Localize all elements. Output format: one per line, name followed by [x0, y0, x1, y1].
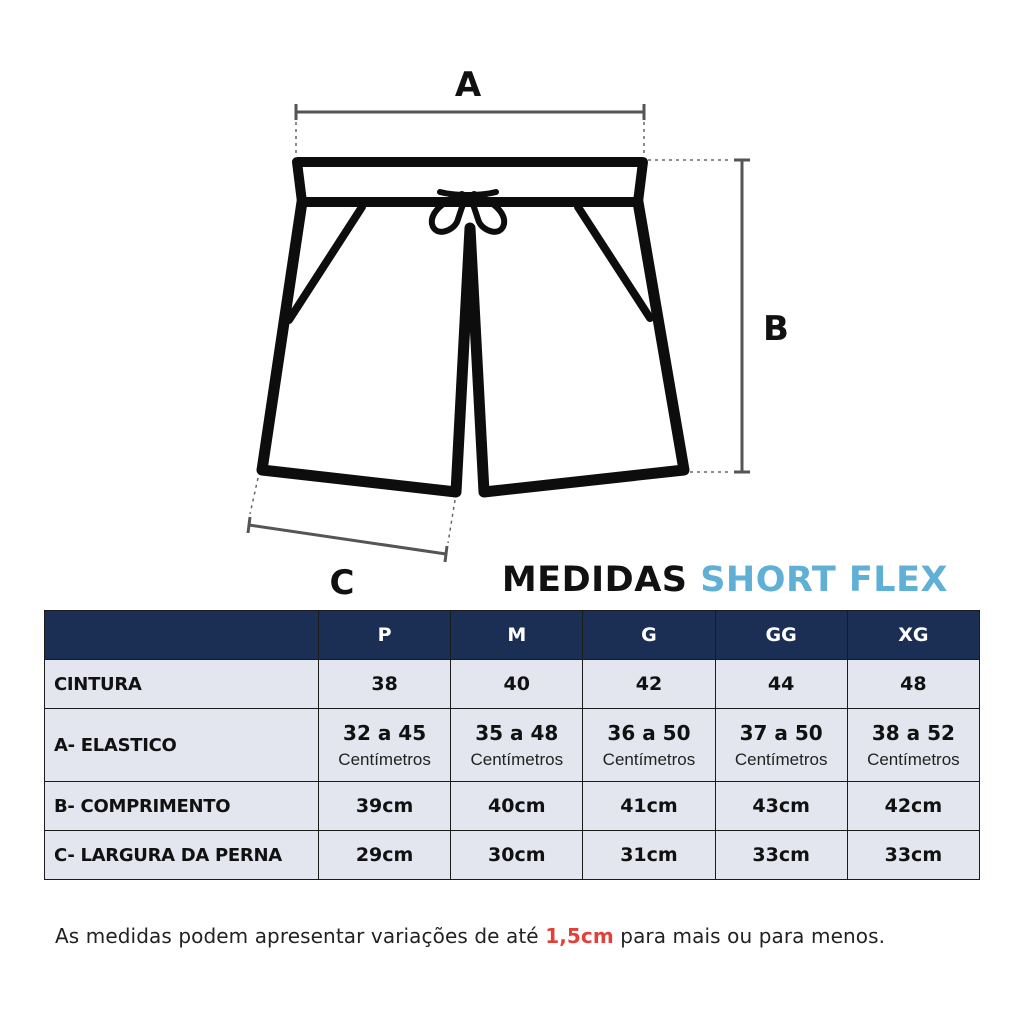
table-cell: 33cm	[847, 831, 979, 880]
row-label: B- COMPRIMENTO	[45, 782, 319, 831]
header-size-p: P	[319, 611, 451, 660]
header-empty-cell	[45, 611, 319, 660]
table-cell: 43cm	[715, 782, 847, 831]
row-label: A- ELASTICO	[45, 709, 319, 782]
table-cell: 29cm	[319, 831, 451, 880]
label-a: A	[454, 65, 482, 105]
row-label: C- LARGURA DA PERNA	[45, 831, 319, 880]
table-row-elastico	[45, 709, 980, 782]
table-cell	[715, 709, 847, 782]
cell-range: 37 a 50	[739, 720, 823, 745]
disclaimer-highlight: 1,5cm	[545, 924, 614, 948]
table-cell: 39cm	[319, 782, 451, 831]
table-row-comprimento	[45, 782, 980, 831]
table-cell: 42	[583, 660, 715, 709]
dimension-b	[648, 160, 789, 472]
cell-range: 32 a 45	[343, 720, 427, 745]
table-cell	[583, 709, 715, 782]
disclaimer-after: para mais ou para menos.	[613, 924, 886, 948]
table-row-cintura	[45, 660, 980, 709]
table-cell: 42cm	[847, 782, 979, 831]
table-cell	[451, 709, 583, 782]
cell-range: 38 a 52	[871, 720, 955, 745]
cell-unit: Centímetros	[470, 749, 564, 769]
cell-range: 35 a 48	[475, 720, 559, 745]
cell-range: 36 a 50	[607, 720, 691, 745]
cell-unit: Centímetros	[602, 749, 696, 769]
table-cell: 30cm	[451, 831, 583, 880]
table-cell: 44	[715, 660, 847, 709]
shorts-outline	[262, 162, 684, 492]
size-table	[44, 610, 980, 880]
cell-unit: Centímetros	[734, 749, 828, 769]
header-size-m: M	[451, 611, 583, 660]
cell-unit: Centímetros	[867, 749, 960, 769]
row-label: CINTURA	[45, 660, 319, 709]
label-b: B	[763, 309, 789, 349]
table-header-row	[45, 611, 980, 660]
dimension-c	[248, 478, 455, 600]
table-row-largura	[45, 831, 980, 880]
title-part-product: SHORT FLEX	[700, 560, 948, 600]
cell-unit: Centímetros	[338, 749, 431, 769]
table-cell: 40	[451, 660, 583, 709]
table-cell	[847, 709, 979, 782]
title-part-medidas: MEDIDAS	[501, 560, 688, 600]
table-cell: 33cm	[715, 831, 847, 880]
table-cell: 40cm	[451, 782, 583, 831]
table-cell	[319, 709, 451, 782]
table-cell: 48	[847, 660, 979, 709]
header-size-gg: GG	[715, 611, 847, 660]
disclaimer-before: As medidas podem apresentar variações de até	[55, 924, 546, 948]
label-c: C	[329, 563, 355, 600]
table-cell: 38	[319, 660, 451, 709]
header-size-xg: XG	[847, 611, 979, 660]
shorts-body	[262, 202, 684, 492]
table-cell: 31cm	[583, 831, 715, 880]
header-size-g: G	[583, 611, 715, 660]
page-title	[502, 560, 948, 600]
dimension-a	[296, 65, 644, 158]
table-cell: 41cm	[583, 782, 715, 831]
disclaimer-text	[55, 924, 995, 948]
